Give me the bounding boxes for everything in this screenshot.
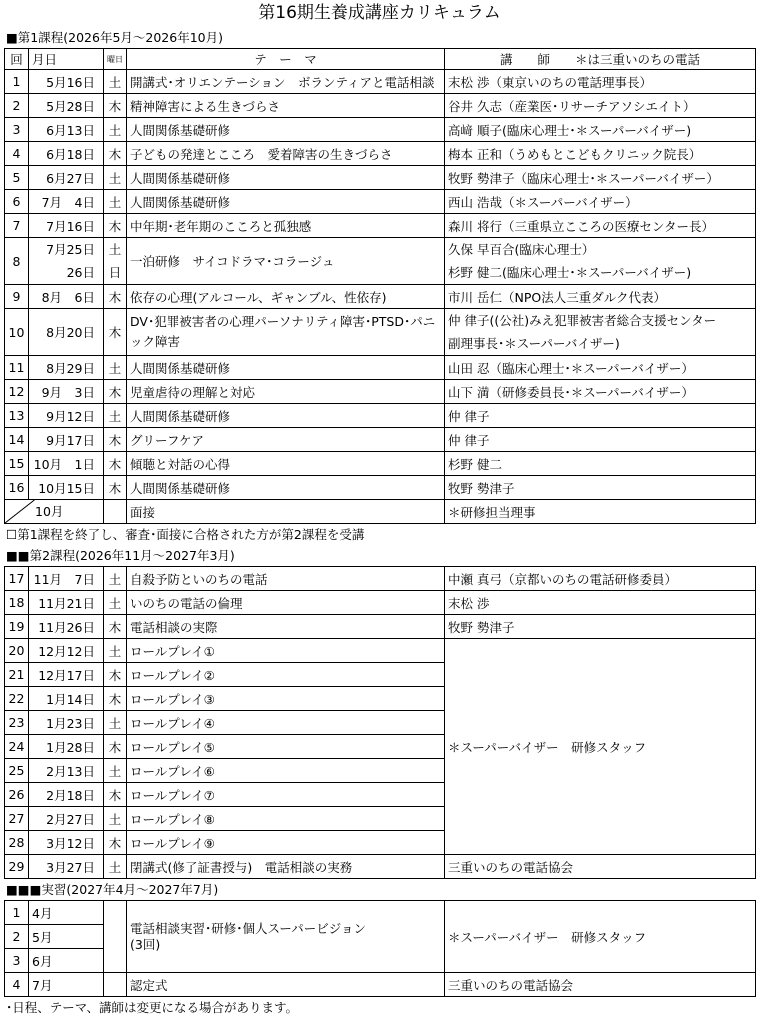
table-row — [5, 309, 756, 356]
row-num: 13 — [5, 404, 29, 428]
row-theme: 傾聴と対話の心得 — [127, 452, 445, 476]
row-lecturer: 牧野 勢津子 — [445, 615, 756, 639]
section2-table — [4, 566, 756, 879]
row-num: 1 — [5, 70, 29, 94]
row-lecturer: 中瀬 真弓（京都いのちの電話研修委員） — [445, 567, 756, 591]
table-row — [5, 452, 756, 476]
row-lecturer: 仲 律子 — [445, 404, 756, 428]
row-lecturer: 市川 岳仁（NPO法人三重ダルク代表） — [445, 285, 756, 309]
row-dow: 木 — [104, 309, 127, 356]
row-date: 3月12日 — [29, 831, 104, 855]
row-date: 5月16日 — [29, 70, 104, 94]
practicum-lecturer: ＊スーパーバイザー 研修スタッフ — [445, 901, 756, 973]
row-date: 11月21日 — [29, 591, 104, 615]
footnote: ･日程、テーマ、講師は変更になる場合があります。 — [6, 1000, 299, 1015]
table-header-row — [5, 49, 756, 70]
row-date: 5月28日 — [29, 94, 104, 118]
row-theme: DV･犯罪被害者の心理パーソナリティ障害･PTSD･パニック障害 — [127, 309, 445, 356]
row-date: 11月 7日 — [29, 567, 104, 591]
row-theme: ロールプレイ② — [127, 663, 445, 687]
interview-diagonal-cell — [5, 500, 104, 524]
row-dow: 木 — [104, 476, 127, 500]
row-lecturer: ＊研修担当理事 — [445, 500, 756, 524]
table-row — [5, 238, 756, 285]
row-dow: 土 — [104, 70, 127, 94]
row-num: 25 — [5, 759, 29, 783]
row-num: 9 — [5, 285, 29, 309]
row-theme: ロールプレイ⑤ — [127, 735, 445, 759]
practicum-theme — [127, 901, 445, 973]
table-row — [5, 285, 756, 309]
row-theme: ロールプレイ⑥ — [127, 759, 445, 783]
roleplay-lecturer: ＊スーパーバイザー 研修スタッフ — [445, 639, 756, 855]
row-date: 8月20日 — [29, 309, 104, 356]
row-dow: 木 — [104, 285, 127, 309]
header-theme: テ ー マ — [127, 49, 445, 70]
row-dow: 土 — [104, 807, 127, 831]
notice-text: ☐第1課程を終了し、審査･面接に合格された方が第2課程を受講 — [6, 527, 365, 542]
table-row — [5, 901, 756, 925]
row-date: 8月29日 — [29, 356, 104, 380]
row-theme: ロールプレイ⑧ — [127, 807, 445, 831]
row-num: 3 — [5, 118, 29, 142]
row-dow: 木 — [104, 783, 127, 807]
table-row — [5, 190, 756, 214]
table-row — [5, 591, 756, 615]
row-theme: 児童虐待の理解と対応 — [127, 380, 445, 404]
row-theme: 人間関係基礎研修 — [127, 190, 445, 214]
table-row — [5, 855, 756, 879]
row-dow: 木 — [104, 214, 127, 238]
row-lecturer-2: 杉野 健二(臨床心理士･＊スーパーバイザー) — [448, 265, 692, 280]
row-num: 3 — [5, 949, 29, 973]
row-date: 6月27日 — [29, 166, 104, 190]
row-num: 1 — [5, 901, 29, 925]
row-num: 18 — [5, 591, 29, 615]
row-dow: 土 — [104, 855, 127, 879]
row-num: 28 — [5, 831, 29, 855]
row-date: 8月 6日 — [29, 285, 104, 309]
row-num: 20 — [5, 639, 29, 663]
row-date: 2月27日 — [29, 807, 104, 831]
row-num: 24 — [5, 735, 29, 759]
row-dow: 木 — [104, 380, 127, 404]
row-date: 5月 — [29, 925, 104, 949]
row-num: 19 — [5, 615, 29, 639]
table-row — [5, 380, 756, 404]
interview-date: 10月 — [35, 504, 64, 519]
row-date: 2月13日 — [29, 759, 104, 783]
row-dow — [104, 901, 127, 973]
row-num: 4 — [5, 142, 29, 166]
row-date: 10月15日 — [29, 476, 104, 500]
row-num: 14 — [5, 428, 29, 452]
row-date: 7月16日 — [29, 214, 104, 238]
interview-row — [5, 500, 756, 524]
row-lecturer: 山田 忍（臨床心理士･＊スーパーバイザー） — [445, 356, 756, 380]
row-theme: 人間関係基礎研修 — [127, 356, 445, 380]
row-dow: 土 — [104, 356, 127, 380]
row-num: 26 — [5, 783, 29, 807]
row-date: 12月17日 — [29, 663, 104, 687]
row-dow: 木 — [104, 615, 127, 639]
header-dow: 曜日 — [104, 49, 127, 70]
row-dow-1: 土 — [108, 242, 122, 257]
row-date-2: 26日 — [66, 265, 95, 280]
row-num: 7 — [5, 214, 29, 238]
row-num: 4 — [5, 973, 29, 997]
row-num: 23 — [5, 711, 29, 735]
practicum-theme-line1: 電話相談実習･研修･個人スーパービジョン — [130, 920, 367, 936]
row-date: 9月17日 — [29, 428, 104, 452]
row-theme: 認定式 — [127, 973, 445, 997]
table-row — [5, 567, 756, 591]
row-date: 6月13日 — [29, 118, 104, 142]
section3-table — [4, 900, 756, 997]
row-dow: 木 — [104, 428, 127, 452]
row-theme: 電話相談の実際 — [127, 615, 445, 639]
row-theme: 中年期･老年期のこころと孤独感 — [127, 214, 445, 238]
row-dow: 土 — [104, 639, 127, 663]
row-num: 27 — [5, 807, 29, 831]
table-row — [5, 166, 756, 190]
row-lecturer: 三重いのちの電話協会 — [445, 855, 756, 879]
row-theme: ロールプレイ⑦ — [127, 783, 445, 807]
row-lecturer: 谷井 久志（産業医･リサーチアソシエイト） — [445, 94, 756, 118]
row-num: 8 — [5, 238, 29, 285]
table-row — [5, 356, 756, 380]
row-date: 7月 4日 — [29, 190, 104, 214]
row-lecturer: 高﨑 順子(臨床心理士･＊スーパーバイザー) — [445, 118, 756, 142]
table-row — [5, 973, 756, 997]
row-num: 5 — [5, 166, 29, 190]
row-dow — [104, 500, 127, 524]
row-lecturer: 山下 満（研修委員長･＊スーパーバイザー） — [445, 380, 756, 404]
row-dow: 木 — [104, 94, 127, 118]
row-theme: ロールプレイ③ — [127, 687, 445, 711]
row-lecturer — [445, 238, 756, 285]
row-dow — [104, 973, 127, 997]
row-num: 15 — [5, 452, 29, 476]
row-num: 12 — [5, 380, 29, 404]
row-dow: 土 — [104, 711, 127, 735]
row-lecturer: 三重いのちの電話協会 — [445, 973, 756, 997]
row-date: 11月26日 — [29, 615, 104, 639]
row-lecturer-2: 副理事長･＊スーパーバイザー) — [448, 336, 620, 351]
row-num: 6 — [5, 190, 29, 214]
row-dow: 木 — [104, 142, 127, 166]
row-dow: 木 — [104, 687, 127, 711]
row-dow: 木 — [104, 831, 127, 855]
row-date — [29, 238, 104, 285]
row-lecturer: 末松 渉 — [445, 591, 756, 615]
section2-heading: ■■第2課程(2026年11月～2027年3月) — [6, 548, 235, 563]
row-date: 6月18日 — [29, 142, 104, 166]
row-theme: ロールプレイ⑨ — [127, 831, 445, 855]
table-row — [5, 118, 756, 142]
row-theme: 一泊研修 サイコドラマ･コラージュ — [127, 238, 445, 285]
section1-heading: ■第1課程(2026年5月～2026年10月) — [6, 30, 223, 45]
page-title: 第16期生養成講座カリキュラム — [258, 3, 501, 23]
row-lecturer-1: 久保 早百合(臨床心理士） — [448, 242, 595, 257]
row-theme: 閉講式(修了証書授与) 電話相談の実務 — [127, 855, 445, 879]
row-dow: 土 — [104, 404, 127, 428]
row-date: 6月 — [29, 949, 104, 973]
header-num: 回 — [5, 49, 29, 70]
section3-heading: ■■■実習(2027年4月～2027年7月) — [6, 882, 219, 897]
row-date: 12月12日 — [29, 639, 104, 663]
row-dow — [104, 238, 127, 285]
row-dow: 木 — [104, 452, 127, 476]
table-row — [5, 70, 756, 94]
row-date-1: 7月25日 — [46, 242, 95, 257]
row-date: 10月 1日 — [29, 452, 104, 476]
practicum-theme-line2: (3回) — [130, 936, 161, 952]
table-row — [5, 615, 756, 639]
row-date: 1月23日 — [29, 711, 104, 735]
row-dow: 土 — [104, 591, 127, 615]
row-dow: 土 — [104, 759, 127, 783]
row-theme: 人間関係基礎研修 — [127, 166, 445, 190]
header-lecturer: 講 師 ＊は三重いのちの電話 — [445, 49, 756, 70]
table-row — [5, 476, 756, 500]
row-date: 1月28日 — [29, 735, 104, 759]
row-date: 3月27日 — [29, 855, 104, 879]
row-date: 4月 — [29, 901, 104, 925]
row-num: 29 — [5, 855, 29, 879]
row-dow: 木 — [104, 663, 127, 687]
row-dow-2: 日 — [108, 265, 122, 280]
row-theme: 人間関係基礎研修 — [127, 118, 445, 142]
row-lecturer: 牧野 勢津子（臨床心理士･＊スーパーバイザー） — [445, 166, 756, 190]
row-theme: 人間関係基礎研修 — [127, 476, 445, 500]
row-theme: 人間関係基礎研修 — [127, 404, 445, 428]
table-row — [5, 428, 756, 452]
row-lecturer: 梅本 正和（うめもとこどもクリニック院長） — [445, 142, 756, 166]
row-lecturer — [445, 309, 756, 356]
row-num: 16 — [5, 476, 29, 500]
section1-table — [4, 48, 756, 524]
row-dow: 土 — [104, 118, 127, 142]
row-num: 10 — [5, 309, 29, 356]
row-theme: 自殺予防といのちの電話 — [127, 567, 445, 591]
row-theme: グリーフケア — [127, 428, 445, 452]
table-row — [5, 639, 756, 663]
row-date: 1月14日 — [29, 687, 104, 711]
row-theme: いのちの電話の倫理 — [127, 591, 445, 615]
row-lecturer: 牧野 勢津子 — [445, 476, 756, 500]
table-row — [5, 94, 756, 118]
row-theme: 依存の心理(アルコール、ギャンブル、性依存) — [127, 285, 445, 309]
row-theme: 子どもの発達とこころ 愛着障害の生きづらさ — [127, 142, 445, 166]
row-dow: 木 — [104, 735, 127, 759]
row-num: 11 — [5, 356, 29, 380]
row-lecturer: 森川 将行（三重県立こころの医療センター長） — [445, 214, 756, 238]
row-lecturer: 杉野 健二 — [445, 452, 756, 476]
row-lecturer: 末松 渉（東京いのちの電話理事長） — [445, 70, 756, 94]
row-num: 21 — [5, 663, 29, 687]
row-theme: 精神障害による生きづらさ — [127, 94, 445, 118]
row-date: 9月 3日 — [29, 380, 104, 404]
row-dow: 土 — [104, 190, 127, 214]
header-date: 月日 — [29, 49, 104, 70]
row-date: 7月 — [29, 973, 104, 997]
row-date: 9月12日 — [29, 404, 104, 428]
row-theme: ロールプレイ① — [127, 639, 445, 663]
table-row — [5, 404, 756, 428]
row-theme: ロールプレイ④ — [127, 711, 445, 735]
row-lecturer-1: 仲 律子((公社)みえ犯罪被害者総合支援センター — [448, 313, 717, 328]
row-lecturer: 西山 浩哉（＊スーパーバイザー） — [445, 190, 756, 214]
table-row — [5, 142, 756, 166]
table-row — [5, 214, 756, 238]
row-theme: 面接 — [127, 500, 445, 524]
row-num: 22 — [5, 687, 29, 711]
row-num: 2 — [5, 925, 29, 949]
row-date: 2月18日 — [29, 783, 104, 807]
row-dow: 土 — [104, 567, 127, 591]
row-dow: 土 — [104, 166, 127, 190]
row-num: 17 — [5, 567, 29, 591]
row-num: 2 — [5, 94, 29, 118]
row-theme: 開講式･オリエンテーション ボランティアと電話相談 — [127, 70, 445, 94]
row-lecturer: 仲 律子 — [445, 428, 756, 452]
